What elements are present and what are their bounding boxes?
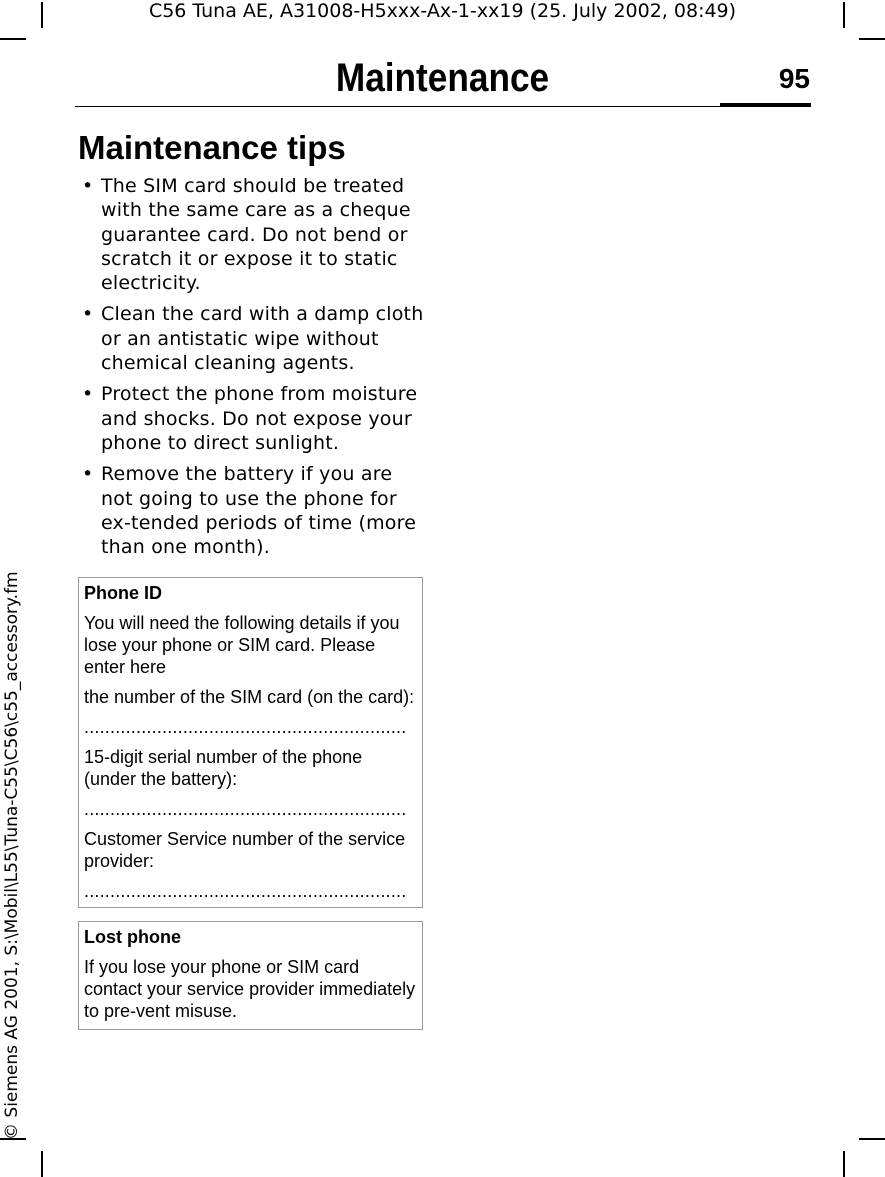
- phone-id-intro: You will need the following details if you lose your phone or SIM card. Please enter here: [84, 613, 400, 677]
- phone-id-box: [78, 577, 423, 908]
- header-rule: [75, 106, 811, 107]
- lost-phone-heading: Lost phone: [84, 927, 181, 947]
- phone-id-heading: Phone ID: [84, 583, 163, 603]
- serial-number-label: 15-digit serial number of the phone (under the battery):: [84, 747, 363, 789]
- service-number-blank: ..............................................................: [84, 881, 407, 901]
- list-item: • Remove the battery if you are not going to use the phone for ex-tended periods of time (more than one month).: [82, 462, 427, 559]
- crop-mark: [859, 38, 885, 40]
- serial-number-blank: ..............................................................: [84, 799, 407, 819]
- list-item: • Protect the phone from moisture and shocks. Do not expose your phone to direct sunlight.: [82, 382, 427, 455]
- sim-number-label: the number of the SIM card (on the card):: [84, 687, 415, 707]
- sim-number-blank: ..............................................................: [84, 717, 407, 737]
- section-title: Maintenance tips: [78, 129, 346, 166]
- page-number: 95: [778, 63, 810, 94]
- crop-mark: [859, 1138, 885, 1140]
- lost-phone-box: [78, 921, 423, 1030]
- crop-mark: [41, 1151, 43, 1177]
- crop-mark: [0, 38, 26, 40]
- maintenance-tips-list: [82, 174, 427, 566]
- document-info-line: C56 Tuna AE, A31008-H5xxx-Ax-1-xx19 (25. July 2002, 08:49): [148, 0, 737, 22]
- crop-mark: [843, 1151, 845, 1177]
- list-item: • Clean the card with a damp cloth or an antistatic wipe without chemical cleaning agents.: [82, 302, 427, 375]
- chapter-title: Maintenance: [335, 56, 550, 100]
- list-item: • The SIM card should be treated with the same care as a cheque guarantee card. Do not bend or scratch it or expose it to static electricity.: [82, 174, 427, 295]
- copyright-side-note: © Siemens AG 2001, S:\Mobil\L55\Tuna-C55\C56\c55_accessory.fm: [2, 571, 22, 1140]
- page-number-rule: [720, 103, 811, 107]
- service-number-label: Customer Service number of the service provider:: [84, 829, 406, 871]
- lost-phone-text: If you lose your phone or SIM card contact your service provider immediately to pre-vent misuse.: [84, 957, 416, 1021]
